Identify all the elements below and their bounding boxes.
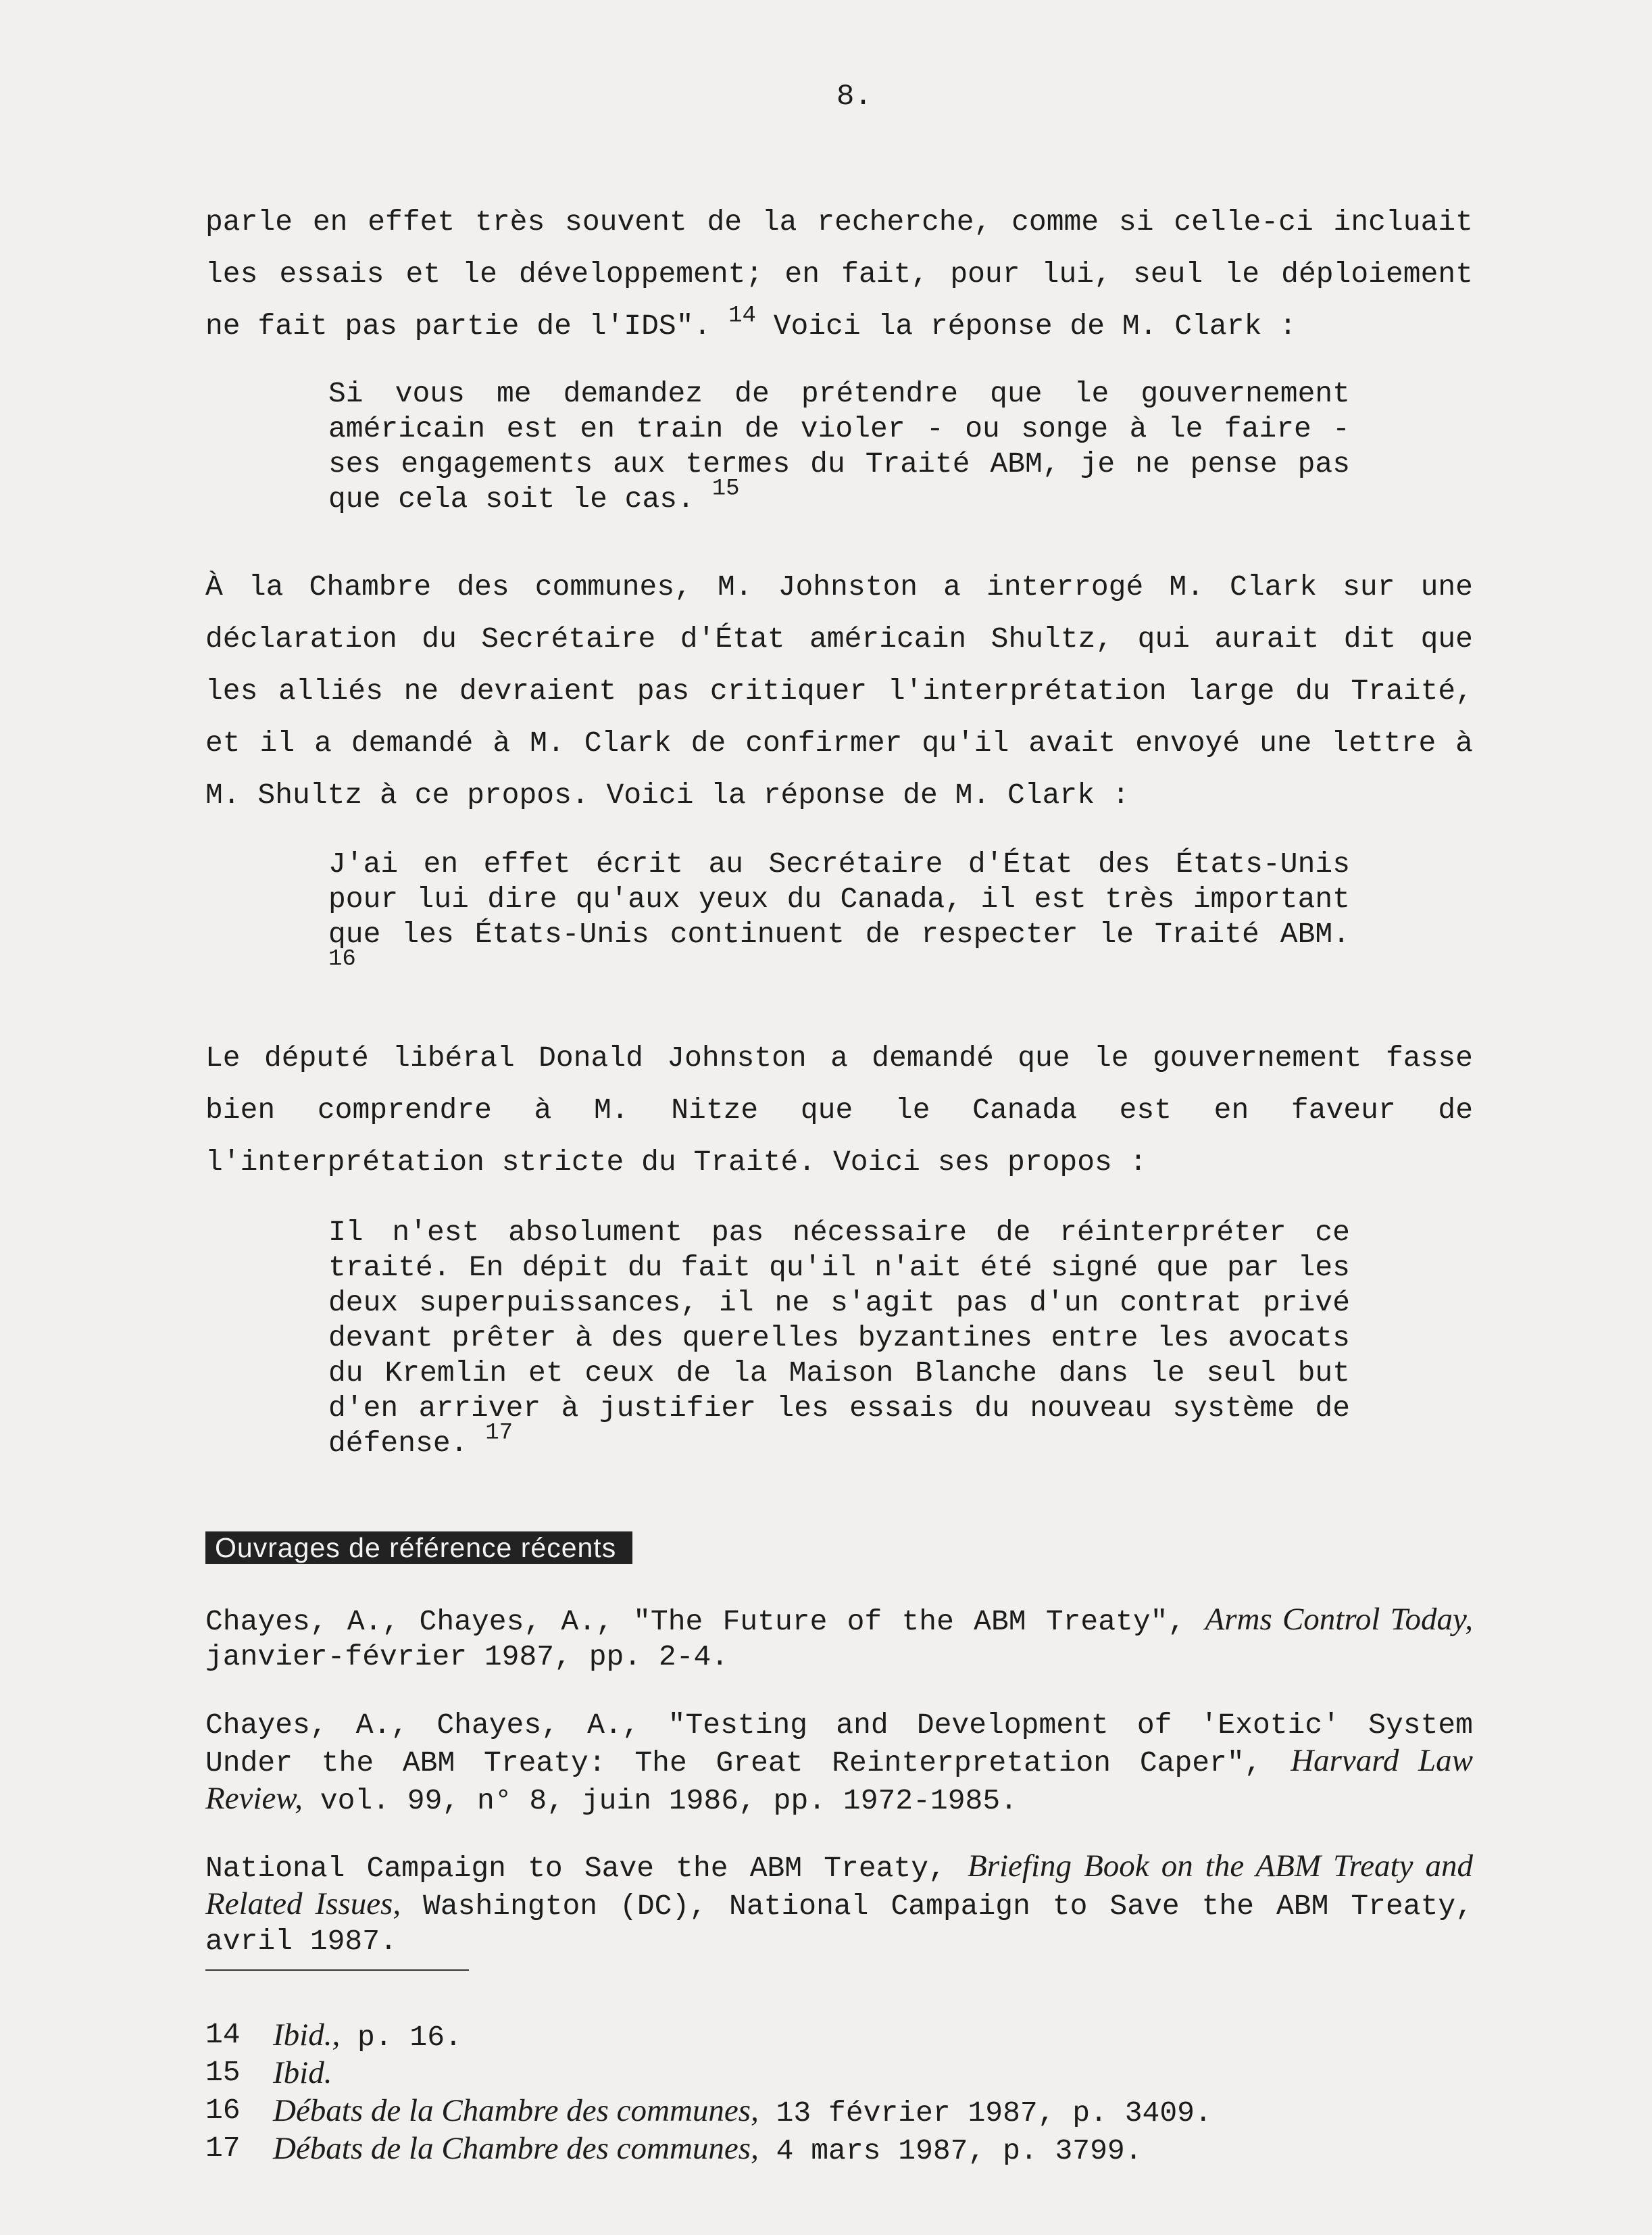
footnote-title: Débats de la Chambre des communes, <box>273 2093 759 2128</box>
footnote-text <box>273 2131 1143 2169</box>
paragraph-2: À la Chambre des communes, M. Johnston a interrogé M. Clark sur une déclaration du Secrétaire d'État américain Shultz, qui aurait dit que les alliés ne devraient pas critiquer l'interprétation large du Traité, et il a demandé à M. Clark de confirmer qu'il avait envoyé une lettre à M. Shultz à ce propos. Voici la réponse de M. Clark : <box>205 570 1473 812</box>
paragraph-1-tail: Voici la réponse de M. Clark : <box>755 310 1297 343</box>
paragraph-1-text: parle en effet très souvent de la recherche, comme si celle-ci incluait les essais et le développement; en fait, pour lui, seul le déploiement ne fait pas partie de l'IDS". <box>205 205 1473 343</box>
footnote-14 <box>205 2017 1212 2055</box>
reference-3-title: Briefing Book on the ABM Treaty and Related Issues, <box>205 1848 1473 1921</box>
footnote-details: 13 février 1987, p. 3409. <box>758 2096 1212 2130</box>
reference-2-title: Harvard Law Review, <box>205 1743 1473 1816</box>
reference-1 <box>205 1602 1473 1675</box>
footnote-17 <box>205 2131 1212 2169</box>
footnote-ref-16: 16 <box>328 946 356 973</box>
quote-3 <box>328 1215 1350 1461</box>
footnote-title: Débats de la Chambre des communes, <box>273 2131 759 2166</box>
footnote-number: 14 <box>205 2018 241 2051</box>
reference-3-authors: National Campaign to Save the ABM Treaty, <box>205 1852 968 1885</box>
footnote-text <box>273 2017 462 2055</box>
footnote-15 <box>205 2055 1212 2093</box>
reference-2 <box>205 1708 1473 1819</box>
footnote-number: 16 <box>205 2094 241 2127</box>
footnote-text <box>273 2055 332 2093</box>
page-number: 8. <box>836 80 872 114</box>
footnote-number: 17 <box>205 2132 241 2165</box>
footnote-title: Ibid. <box>273 2055 332 2090</box>
footnote-ref-14: 14 <box>728 303 756 329</box>
footnote-ref-17: 17 <box>485 1420 514 1446</box>
footnote-16 <box>205 2093 1212 2131</box>
quote-3-text: Il n'est absolument pas nécessaire de réinterpréter ce traité. En dépit du fait qu'il n'ait été signé que par les deux superpuissances, il ne s'agit pas d'un contrat privé devant prêter à des querelles byzantines entre les avocats du Kremlin et ceux de la Maison Blanche dans le seul but d'en arriver à justifier les essais du nouveau système de défense. <box>328 1216 1350 1460</box>
quote-1-text: Si vous me demandez de prétendre que le gouvernement américain est en train de violer - ou songe à le faire - ses engagements aux termes du Traité ABM, je ne pense pas que cela soit le cas. <box>328 377 1350 516</box>
footnote-divider <box>205 1969 469 1971</box>
footnote-text <box>273 2093 1212 2131</box>
footnotes <box>205 2017 1212 2169</box>
reference-2-authors: Chayes, A., Chayes, A., "Testing and Development of 'Exotic' System Under the ABM Treaty: The Great Reinterpretation Caper", <box>205 1709 1473 1779</box>
reference-1-authors: Chayes, A., Chayes, A., "The Future of the ABM Treaty", <box>205 1605 1205 1638</box>
footnote-ref-15: 15 <box>711 476 740 502</box>
paragraph-3: Le député libéral Donald Johnston a demandé que le gouvernement fasse bien comprendre à M. Nitze que le Canada est en faveur de l'interprétation stricte du Traité. Voici ses propos : <box>205 1041 1473 1179</box>
quote-1 <box>328 376 1350 517</box>
quote-2-text: J'ai en effet écrit au Secrétaire d'État des États-Unis pour lui dire qu'aux yeux du Canada, il est très important que les États-Unis continuent de respecter le Traité ABM. <box>328 848 1350 951</box>
quote-2 <box>328 847 1350 987</box>
footnote-number: 15 <box>205 2056 241 2089</box>
paragraph-1 <box>205 196 1473 352</box>
footnote-title: Ibid., <box>273 2017 341 2053</box>
reference-3 <box>205 1848 1473 1959</box>
reference-3-details: Washington (DC), National Campaign to Save the ABM Treaty, avril 1987. <box>205 1890 1473 1958</box>
section-heading: Ouvrages de référence récents <box>205 1531 632 1564</box>
reference-1-title: Arms Control Today, <box>1205 1602 1473 1637</box>
footnote-details: p. 16. <box>340 2021 462 2054</box>
reference-1-details: janvier-février 1987, pp. 2-4. <box>205 1640 729 1673</box>
reference-2-details: vol. 99, n° 8, juin 1986, pp. 1972-1985. <box>302 1784 1018 1817</box>
footnote-details: 4 mars 1987, p. 3799. <box>758 2134 1143 2167</box>
